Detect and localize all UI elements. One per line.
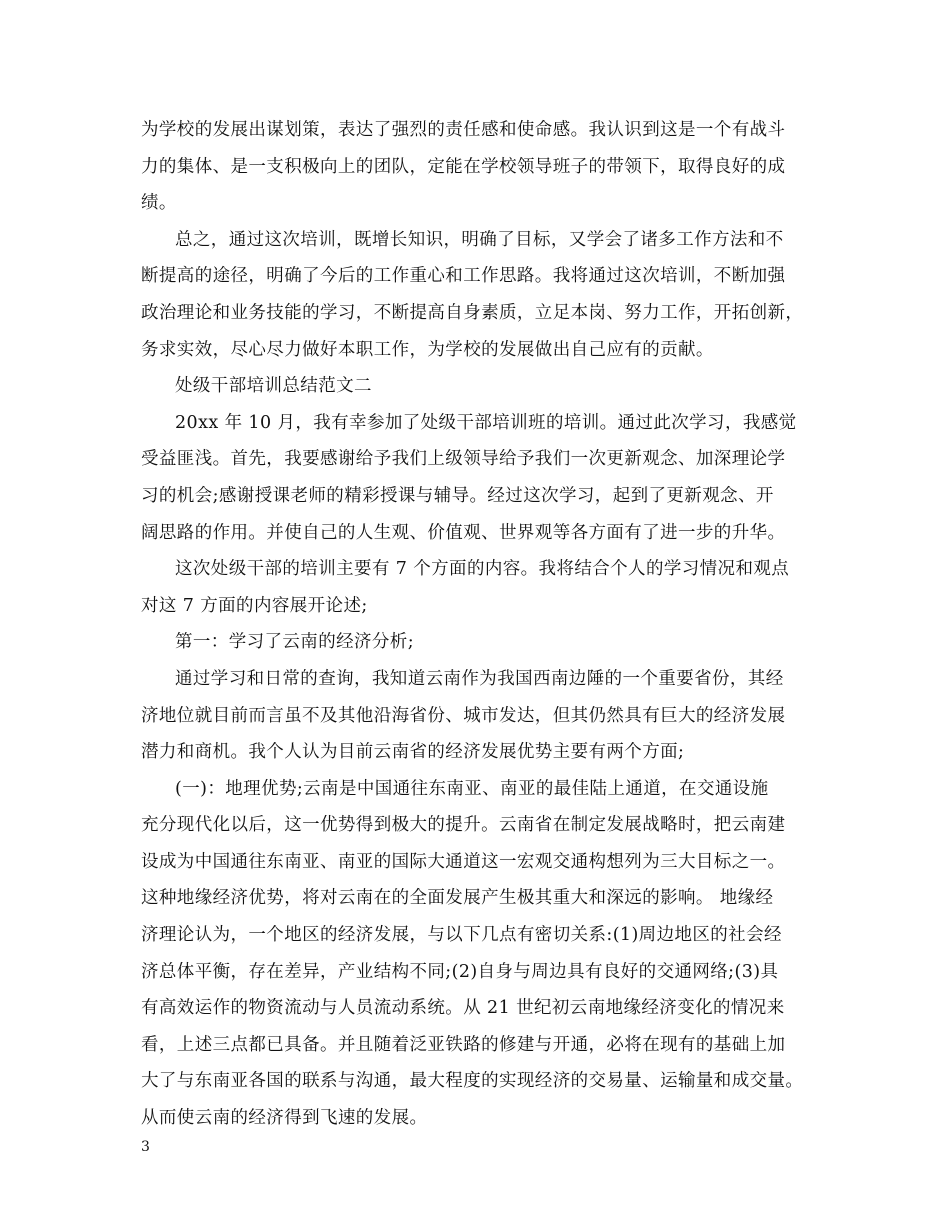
text-line: 看，上述三点都已具备。并且随着泛亚铁路的修建与开通，必将在现有的基础上加 [141,1034,786,1055]
text-line: 习的机会;感谢授课老师的精彩授课与辅导。经过这次学习，起到了更新观念、开 [141,485,774,506]
text-line: 充分现代化以后，这一优势得到极大的提升。云南省在制定发展战略时，把云南建 [141,815,786,836]
text-line: 设成为中国通往东南亚、南亚的国际大通道这一宏观交通构想列为三大目标之一。 [141,851,786,872]
text-line: 受益匪浅。首先，我要感谢给予我们上级领导给予我们一次更新观念、加深理论学 [141,449,786,470]
text-line: 为学校的发展出谋划策，表达了强烈的责任感和使命感。我认识到这是一个有战斗 [141,120,786,140]
text-line: 断提高的途径，明确了今后的工作重心和工作思路。我将通过这次培训，不断加强 [141,266,786,287]
text-line: 济地位就目前而言虽不及其他沿海省份、城市发达，但其仍然具有巨大的经济发展 [141,705,786,726]
text-line: 绩。 [141,193,177,214]
text-line: 济理论认为，一个地区的经济发展，与以下几点有密切关系:(1)周边地区的社会经 [141,925,782,946]
text-line: 务求实效，尽心尽力做好本职工作，为学校的发展做出自己应有的贡献。 [141,339,714,360]
text-line: 大了与东南亚各国的联系与沟通，最大程度的实现经济的交易量、运输量和成交量。 [141,1071,804,1092]
body-text [141,112,831,1137]
text-line: 济总体平衡，存在差异，产业结构不同;(2)自身与周边具有良好的交通网络;(3)具 [141,961,779,982]
section-heading: 处级干部培训总结范文二 [175,376,372,397]
text-line: 这次处级干部的培训主要有 7 个方面的内容。我将结合个人的学习情况和观点 [175,559,790,580]
text-line: 阔思路的作用。并使自己的人生观、价值观、世界观等各方面有了进一步的升华。 [141,522,786,543]
text-line: 有高效运作的物资流动与人员流动系统。从 21 世纪初云南地缘经济变化的情况来 [141,998,785,1019]
text-line: 对这 7 方面的内容展开论述; [141,595,368,616]
text-line: 20xx 年 10 月，我有幸参加了处级干部培训班的培训。通过此次学习，我感觉 [175,412,797,433]
text-line: 这种地缘经济优势，将对云南在的全面发展产生极其重大和深远的影响。 地缘经 [141,888,774,909]
text-line: 总之，通过这次培训，既增长知识，明确了目标，又学会了诸多工作方法和不 [175,229,784,250]
text-line: 政治理论和业务技能的学习，不断提高自身素质，立足本岗、努力工作，开拓创新， [141,302,804,323]
text-line: 力的集体、是一支积极向上的团队，定能在学校领导班子的带领下，取得良好的成 [141,156,786,177]
text-line: 潜力和商机。我个人认为目前云南省的经济发展优势主要有两个方面; [141,742,685,763]
text-line: 第一：学习了云南的经济分析; [175,632,414,653]
text-line: 通过学习和日常的查询，我知道云南作为我国西南边陲的一个重要省份，其经 [175,668,784,689]
page-number: 3 [141,1139,150,1155]
text-line: (一)：地理优势;云南是中国通往东南亚、南亚的最佳陆上通道，在交通设施 [175,778,769,799]
text-line: 从而使云南的经济得到飞速的发展。 [141,1108,428,1129]
